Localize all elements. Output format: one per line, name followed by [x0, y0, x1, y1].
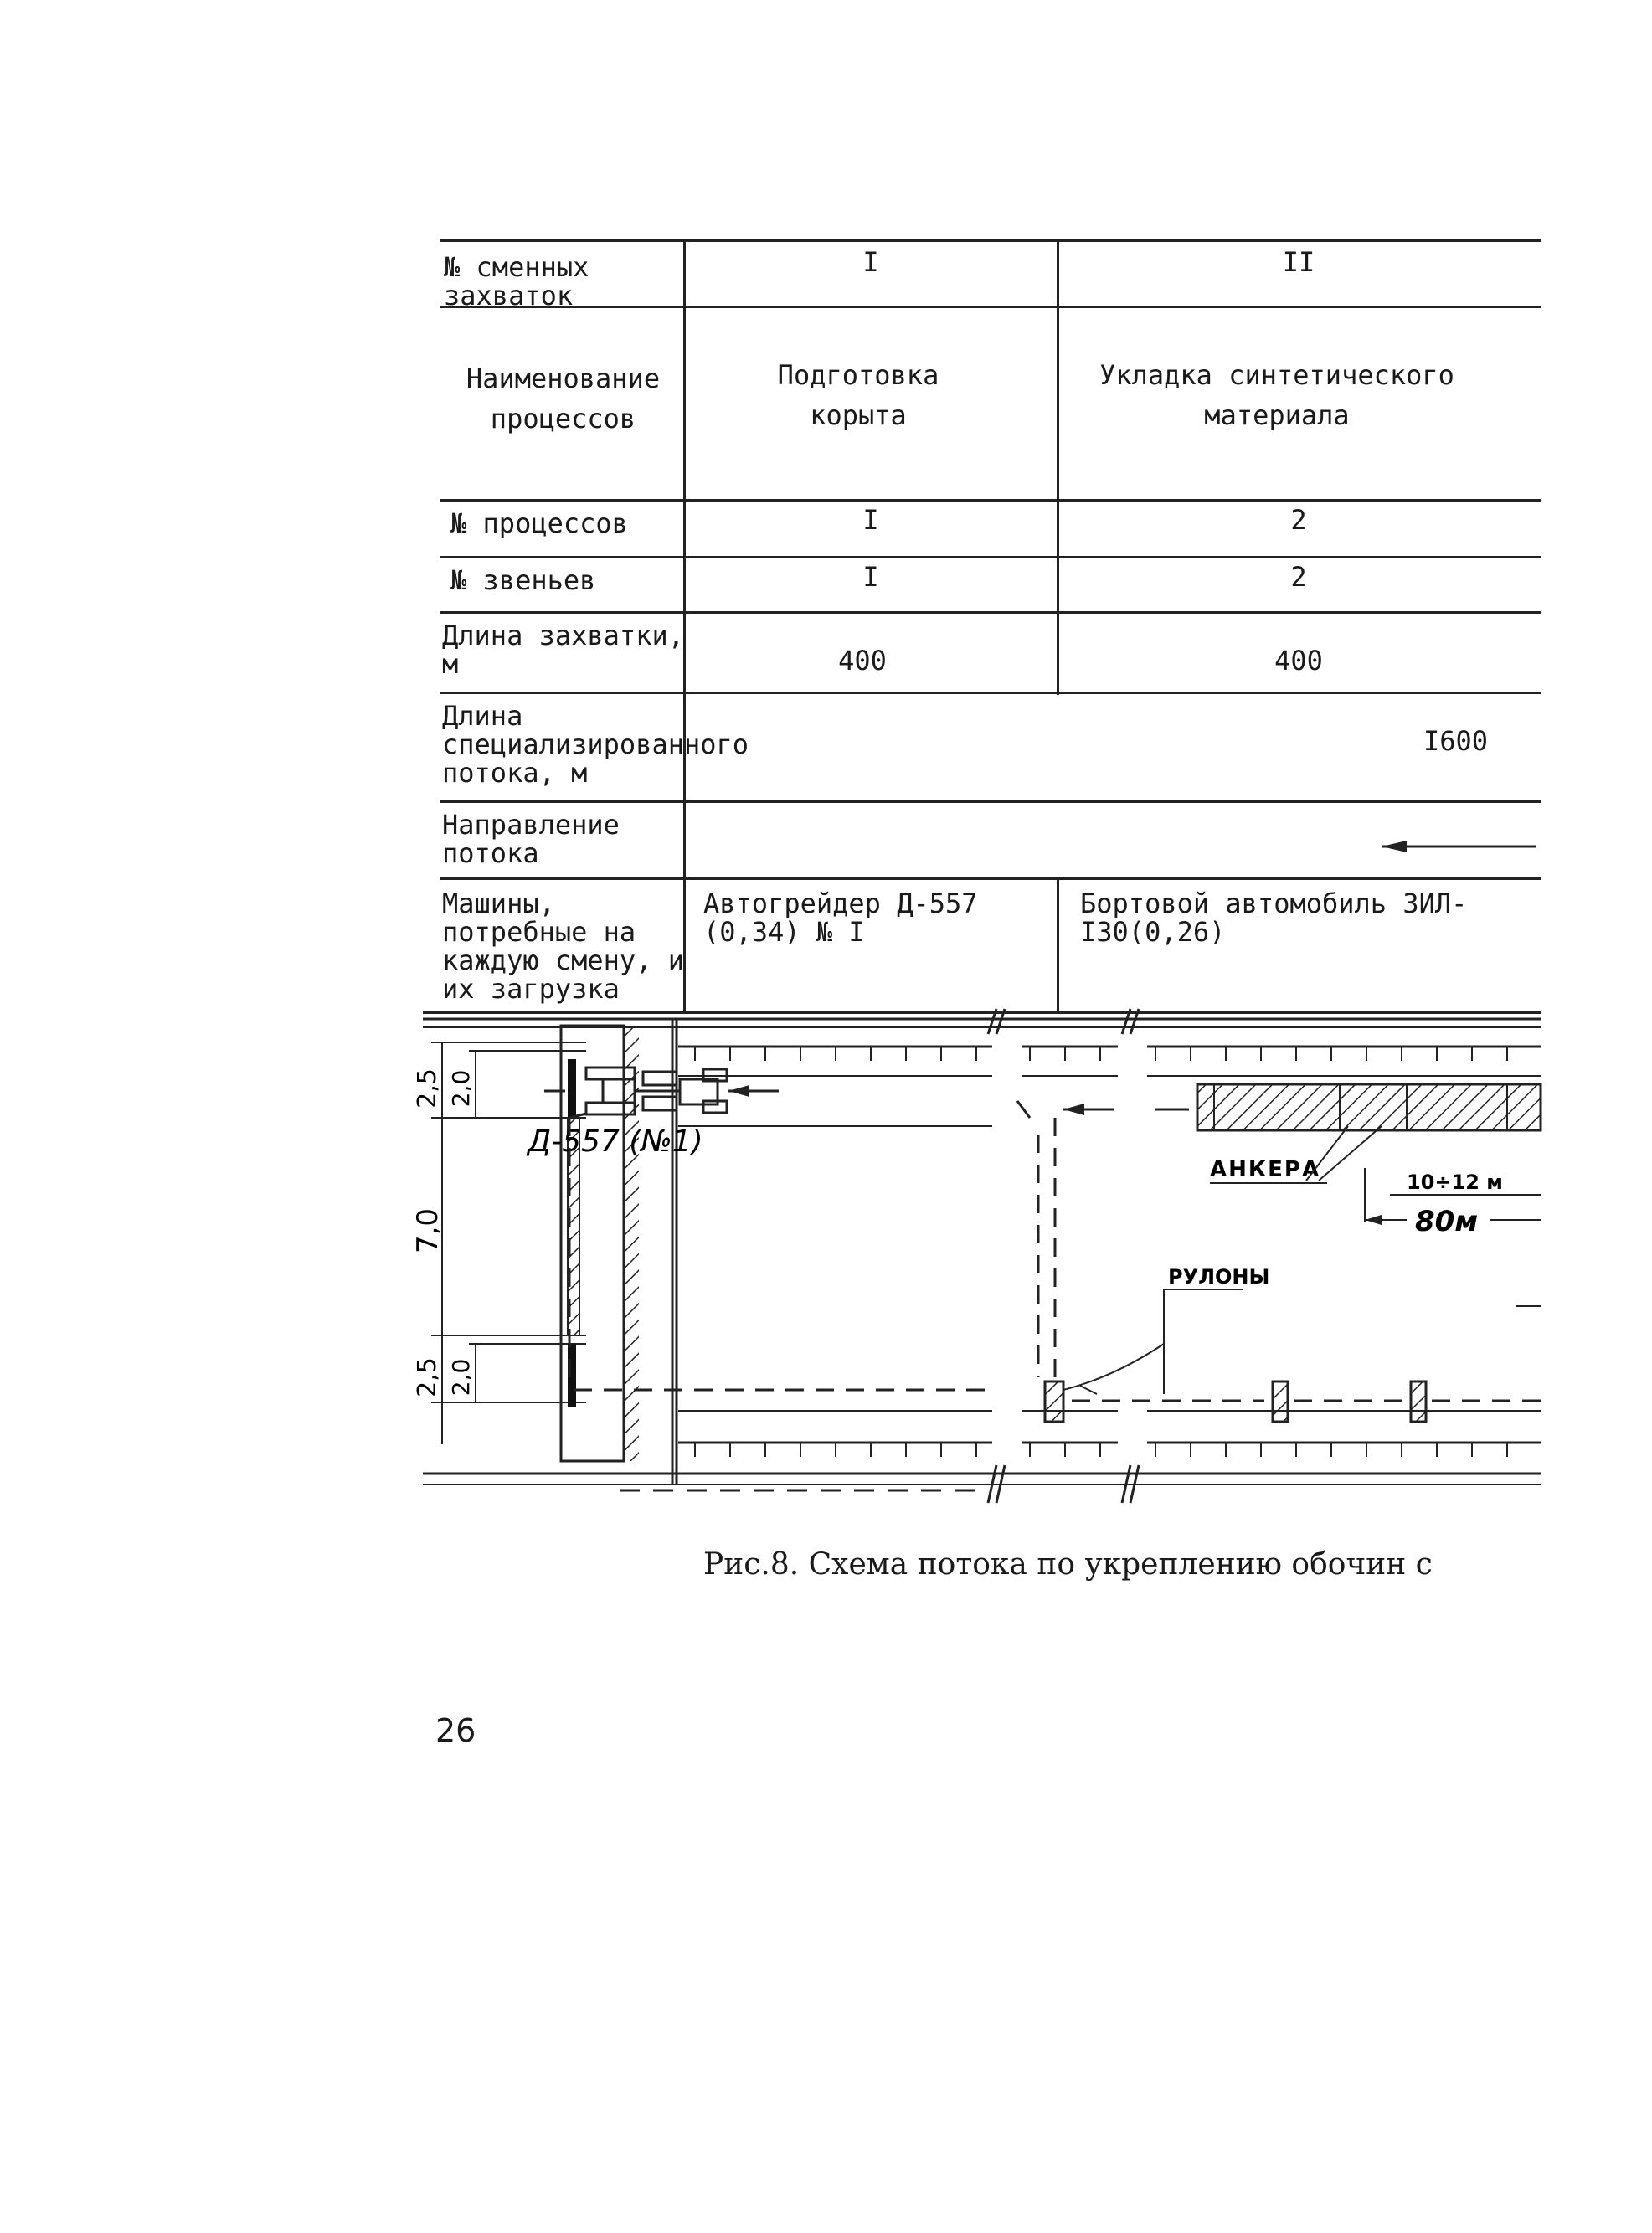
- page-number: 26: [435, 1712, 476, 1749]
- dim-length: 80м: [1415, 1205, 1479, 1238]
- road-scheme: [411, 1009, 1545, 1511]
- cell-shift-1: I: [862, 246, 879, 278]
- table-col-rule: [1057, 239, 1059, 695]
- row-label-shift: № сменных захваток: [444, 251, 589, 311]
- dim-strip-bottom: 2,0: [447, 1358, 475, 1397]
- anchors-label: АНКЕРА: [1210, 1157, 1321, 1182]
- table-col-rule: [1057, 877, 1059, 1011]
- cell-proc-no-2: 2: [1290, 504, 1307, 536]
- cell-name-2: Укладка синтетического материала: [1099, 359, 1454, 431]
- row-label-machines: Машины, потребные на каждую смену, и их загрузка: [442, 888, 684, 1005]
- cell-crew-no-1: I: [862, 561, 879, 593]
- row-label-crew-no: № звеньев: [450, 564, 596, 596]
- cell-name-1: Подготовка корыта: [777, 359, 939, 431]
- grader-label: Д-557 (№1): [528, 1124, 703, 1159]
- dim-shoulder-bottom: 2,5: [413, 1357, 442, 1397]
- flow-direction-arrow: [1373, 834, 1541, 859]
- row-label-direction: Направление потока: [442, 809, 620, 869]
- table-rule: [440, 239, 1541, 242]
- anchored-strip: [1197, 1084, 1541, 1130]
- table-rule: [440, 877, 1541, 880]
- cell-flow-length: I600: [1423, 725, 1489, 757]
- cell-length-1: 400: [838, 645, 887, 677]
- table-rule: [440, 556, 1541, 558]
- table-rule: [440, 692, 1541, 694]
- figure-caption: Рис.8. Схема потока по укреплению обочин с: [703, 1547, 1433, 1582]
- cell-proc-no-1: I: [862, 504, 879, 536]
- dim-carriageway: 7,0: [411, 1207, 445, 1254]
- rolls-label: РУЛОНЫ: [1168, 1265, 1270, 1289]
- dim-strip-top: 2,0: [447, 1069, 475, 1108]
- cell-shift-2: II: [1282, 246, 1315, 278]
- cell-machines-1: Автогрейдер Д-557 (0,34) № I: [703, 888, 978, 948]
- dim-shoulder-top: 2,5: [413, 1068, 442, 1109]
- cell-machines-2: Бортовой автомобиль ЗИЛ-I30(0,26): [1080, 888, 1468, 948]
- row-label-proc-no: № процессов: [450, 507, 628, 539]
- row-label-length: Длина захватки, м: [442, 620, 684, 680]
- grader-icon: [586, 1068, 727, 1114]
- table-rule: [440, 611, 1541, 614]
- table-rule: [440, 499, 1541, 502]
- cell-crew-no-2: 2: [1290, 561, 1307, 593]
- row-label-name: Наименование процессов: [466, 363, 661, 435]
- cell-length-2: 400: [1274, 645, 1323, 677]
- table-rule: [440, 800, 1541, 803]
- dim-spacing: 10÷12 м: [1407, 1171, 1503, 1194]
- row-label-flow-length: Длина специализированного потока, м: [442, 700, 749, 789]
